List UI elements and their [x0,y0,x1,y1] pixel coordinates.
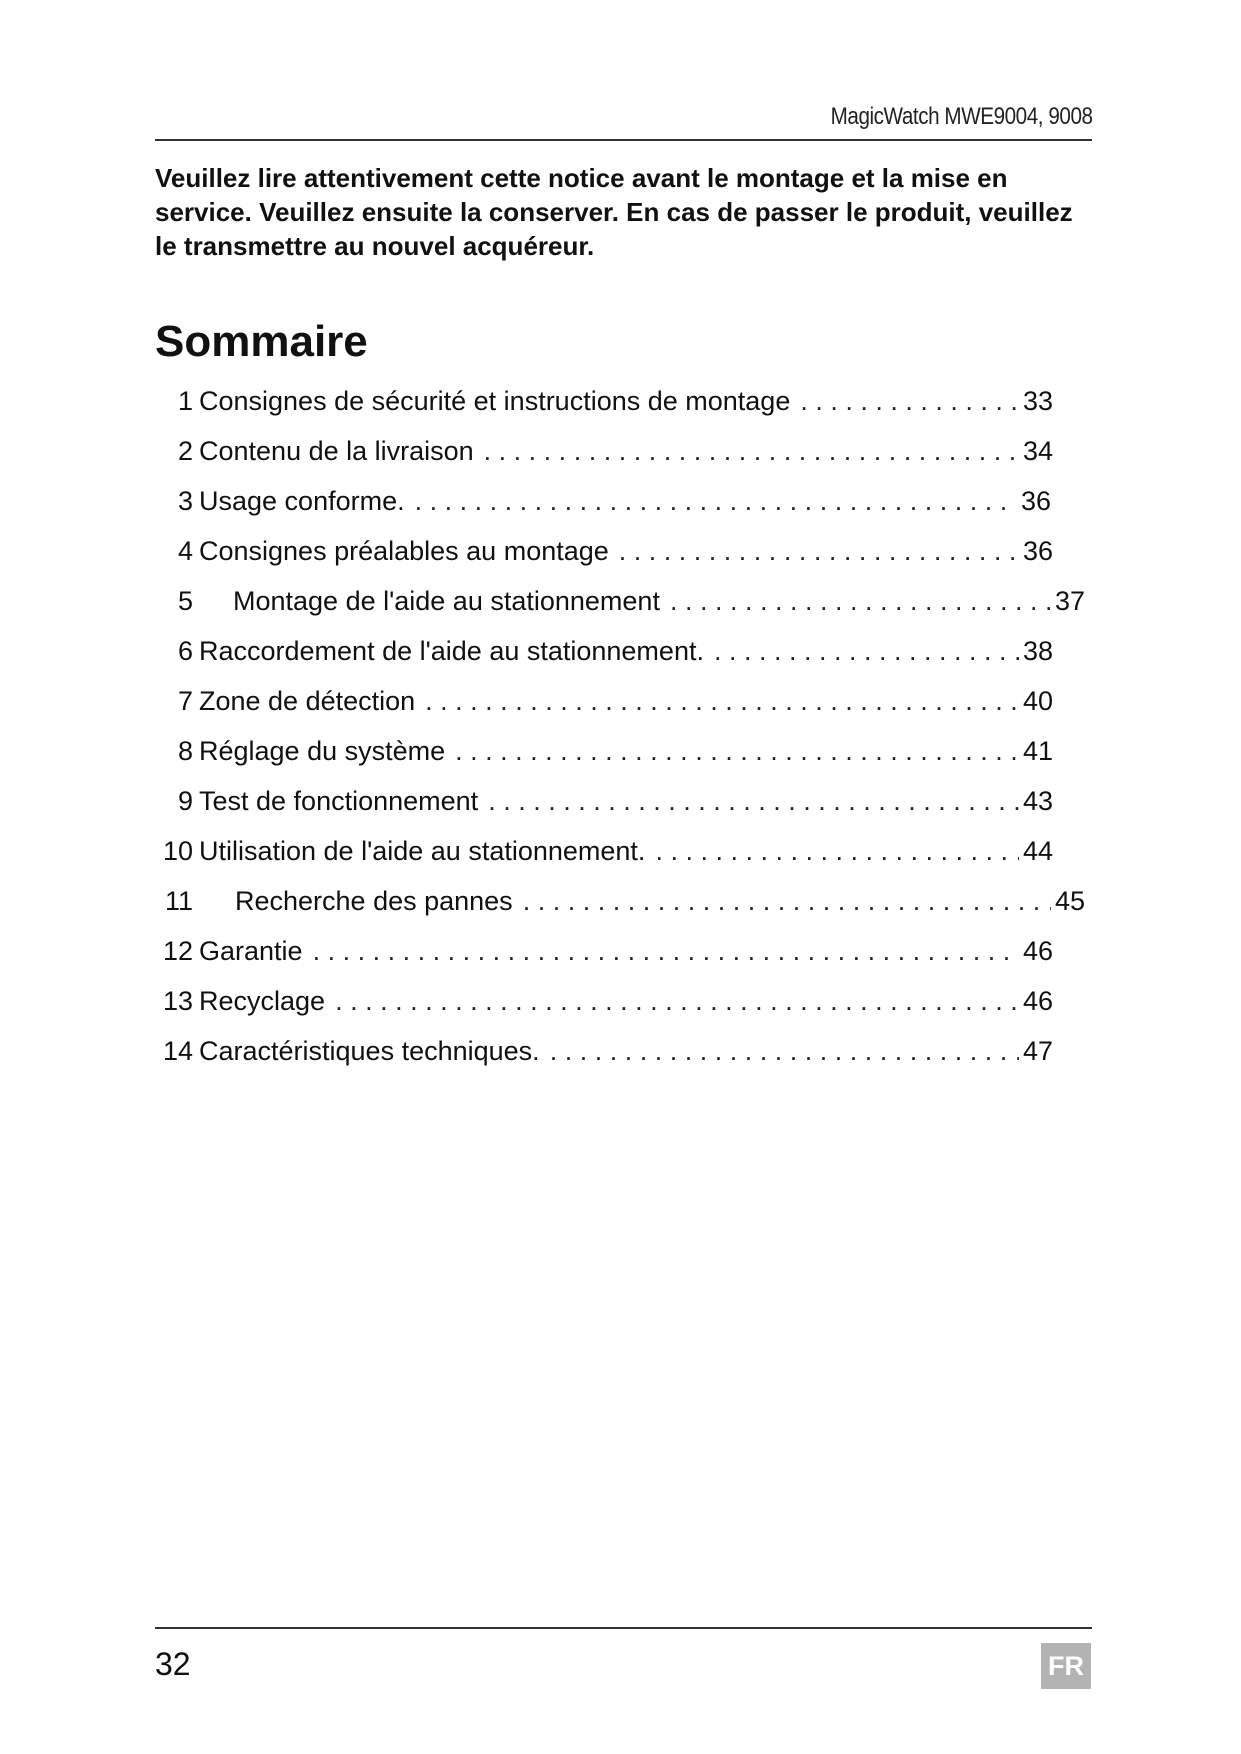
toc-leader-dots [474,436,1019,467]
toc-leader-dots [540,1036,1019,1067]
toc-entry-page: 44 [1022,836,1053,866]
toc-entry-page: 41 [1022,736,1053,766]
language-badge: FR [1041,1643,1091,1689]
header-rule [155,139,1092,141]
document-header: MagicWatch MWE9004, 9008 [831,103,1093,130]
toc-entry-page: 40 [1022,686,1053,716]
toc-entry[interactable] [155,386,1053,422]
toc-entry-page: 37 [1054,586,1085,616]
toc-entry[interactable] [155,986,1053,1022]
footer-rule [155,1627,1092,1629]
toc-entry-page: 46 [1022,936,1053,966]
toc-entry-number: 7 [177,686,193,716]
toc-title: Sommaire [155,317,368,366]
toc-leader-dots [303,936,1019,967]
toc-leader-dots [513,886,1051,917]
toc-entry-label: Garantie [199,936,303,966]
toc-entry-number: 11 [164,886,193,916]
toc-leader-dots [660,586,1051,617]
toc-leader-dots [645,836,1019,867]
toc-entry-label: Recherche des pannes [235,886,513,916]
toc-entry-page: 34 [1022,436,1053,466]
toc-leader-dots [478,786,1019,817]
toc-entry[interactable] [155,586,1085,622]
toc-entry-label: Consignes de sécurité et instructions de montage [199,386,791,416]
toc-leader-dots [405,486,1017,517]
toc-entry-label: Caractéristiques techniques. [199,1036,540,1066]
toc-entry[interactable] [155,1036,1053,1072]
toc-entry[interactable] [155,836,1053,872]
toc-leader-dots [415,686,1019,717]
toc-entry[interactable] [155,436,1053,472]
toc-entry-page: 45 [1054,886,1085,916]
toc-entry-page: 46 [1022,986,1053,1016]
toc-entry-label: Utilisation de l'aide au stationnement. [199,836,646,866]
toc-entry-number: 6 [177,636,193,666]
toc-entry[interactable] [155,636,1053,672]
toc-entry[interactable] [155,486,1051,522]
toc-entry[interactable] [155,886,1085,922]
toc-entry-label: Contenu de la livraison [199,436,474,466]
toc-entry-number: 4 [177,536,193,566]
toc-entry-page: 43 [1022,786,1053,816]
toc-entry-label: Montage de l'aide au stationnement [233,586,660,616]
toc-entry-number: 12 [162,936,193,966]
toc-entry-label: Usage conforme. [199,486,405,516]
toc-entry-number: 8 [177,736,193,766]
toc-entry-label: Réglage du système [199,736,446,766]
toc-leader-dots [445,736,1019,767]
toc-entry-number: 13 [162,986,193,1016]
toc-entry-number: 3 [177,486,193,516]
toc-entry-label: Recyclage [199,986,326,1016]
toc-entry-label: Raccordement de l'aide au stationnement. [199,636,704,666]
toc-entry-number: 5 [177,586,193,616]
toc-leader-dots [704,636,1019,667]
toc-entry-label: Consignes préalables au montage [199,536,609,566]
toc-entry-number: 14 [162,1036,193,1066]
toc-entry[interactable] [155,936,1053,972]
toc-entry-page: 38 [1022,636,1053,666]
toc-entry[interactable] [155,536,1053,572]
intro-notice: Veuillez lire attentivement cette notice avant le montage et la mise en service. Veuillez ensuite la conserver. En cas de passer le produit, veuillez le transmettre au nouvel acquéreur. [155,163,1073,261]
toc-leader-dots [790,386,1019,417]
toc-entry-page: 33 [1022,386,1053,416]
toc-entry-page: 36 [1022,536,1053,566]
toc-entry-page: 47 [1022,1036,1053,1066]
toc-entry-number: 2 [177,436,193,466]
toc-entry-number: 1 [177,386,193,416]
toc-entry-number: 9 [177,786,193,816]
toc-entry-label: Test de fonctionnement [199,786,479,816]
toc-entry-number: 10 [162,836,193,866]
toc-entry[interactable] [155,786,1053,822]
toc-entry[interactable] [155,686,1053,722]
toc-leader-dots [609,536,1019,567]
toc-entry-page: 36 [1020,486,1051,516]
toc-leader-dots [325,986,1019,1017]
page-number: 32 [155,1646,191,1682]
toc-entry[interactable] [155,736,1053,772]
toc-entry-label: Zone de détection [199,686,416,716]
